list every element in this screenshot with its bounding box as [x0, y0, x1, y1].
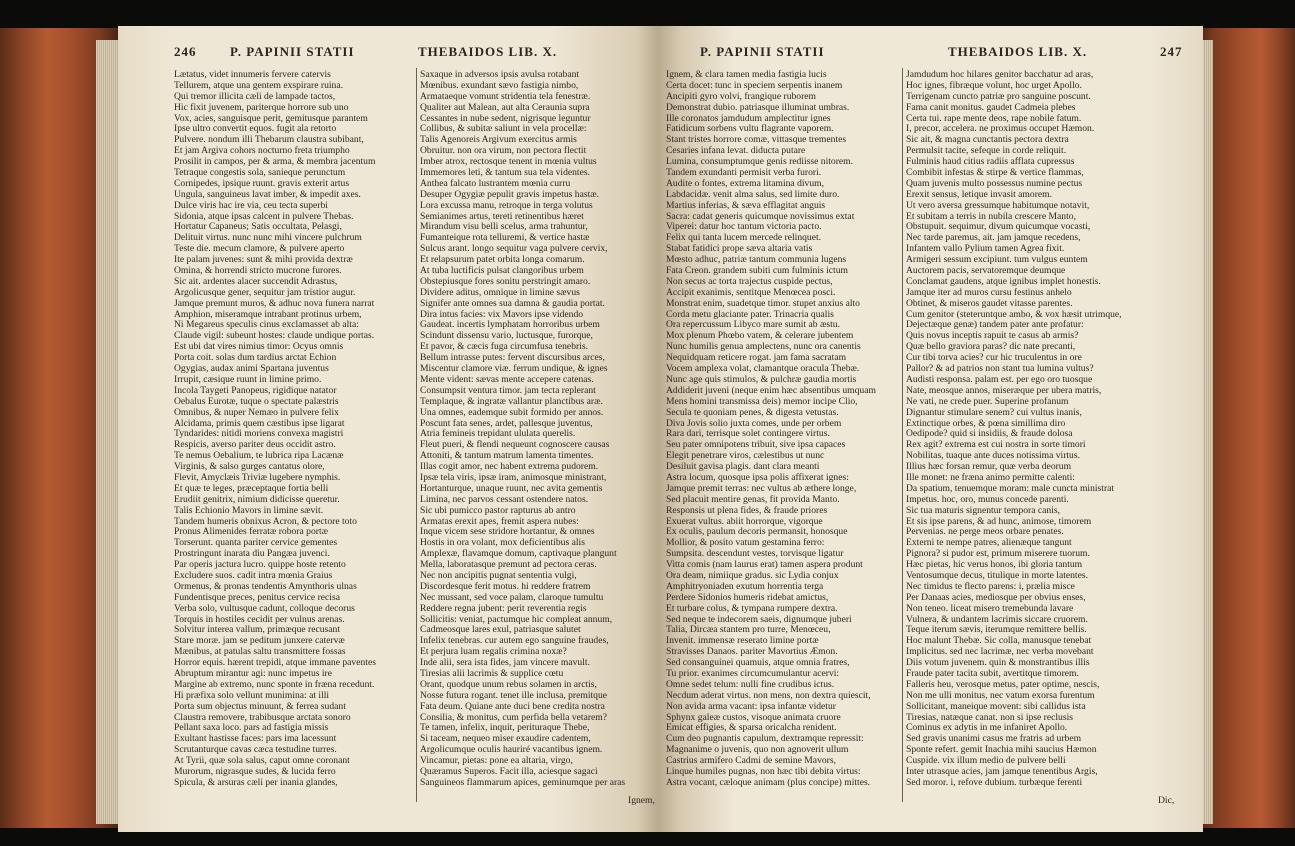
text-line: Collibus, & subitæ saliunt in vela procellæ: [420, 124, 587, 135]
text-line: Viperei: datur hoc tantum victoria pacto. [666, 222, 822, 233]
text-line: Tellurem, atque una gentem exspirare ruina. [174, 80, 344, 91]
text-line: Nobilitas, tuaque ante duces notissima virtus. [906, 451, 1080, 462]
text-line: Cur tibi torva acies? cur hic truculentus in ore [906, 353, 1082, 364]
page-number: 247 [1160, 44, 1183, 59]
text-line: Mœsto adhuc, patriæ tantum communia lugens [666, 255, 847, 266]
text-line: Fundentisque preces, penitus cervice recisa [174, 592, 340, 603]
text-line: Argolicumque oculis hauriré vacantibus ignem. [420, 745, 603, 756]
text-line: Extinctique orbes, & pœna simillima diro [906, 418, 1066, 429]
text-line: Ventosumque decus, titulique in morte latentes. [906, 570, 1088, 581]
text-line: Cominus ex adytis in me infaniret Apollo. [906, 723, 1068, 734]
text-line: Ipse ultro convertit equos. fugit ala retorto [174, 124, 337, 135]
text-line: Cesaries infana levat. diducta putare [666, 146, 806, 157]
text-line: Reddere regna jubent: perit reverentia regis [420, 603, 587, 614]
text-line: Cadmeosque lares exul, patriasque salutet [420, 625, 581, 636]
text-line: Qualiter aut Malean, aut alta Ceraunia supra [420, 102, 590, 113]
text-line: Vocem amplexa volat, clamantque oracula Thebæ. [666, 364, 860, 375]
text-line: Inde alii, sera ista fides, jam vincere mavult. [420, 658, 590, 669]
catchword: Dic, [1158, 795, 1175, 806]
text-line: Hi præfixa solo vellunt munimina: at illi [174, 690, 330, 701]
text-line: Accipit exanimis, sentitque Menœcea posci. [666, 287, 836, 298]
text-line: Addiderit juveni (neque enim hæc absentibus umquam [666, 385, 876, 396]
text-line: Infantem vallo Pylium tamen Agrea fixit. [906, 244, 1065, 255]
text-line: Armataeque vomunt stridentia tela fenestræ. [420, 91, 591, 102]
text-line: Armatas erexit apes, fremit aspera nubes: [420, 516, 579, 527]
text-line: Fata deum. Quiane ante duci bene credita nostra [420, 701, 605, 712]
text-line: Amplexæ, flavamque domum, captivaque plangunt [420, 549, 617, 560]
text-line: Margine ab extremo, nunc sponte in fræna recedunt. [174, 679, 375, 690]
text-line: Delituit virtus. nunc nunc mihi vincere pulchrum [174, 233, 362, 244]
text-line: Secula te quoniam penes, & digesta vetustas. [666, 407, 839, 418]
text-column-2 [906, 70, 1188, 789]
text-line: Nec tarde paremus, ait. jam jamque recedens, [906, 233, 1081, 244]
text-line: Nec non ancipitis pugnat sententia vulgi, [420, 570, 577, 581]
text-line: Linque humiles pugnas, non hæc tibi debita virtus: [666, 767, 861, 777]
text-line: Sed moror. i, refove dubium. turbæque ferenti [906, 777, 1083, 788]
text-line: Magnanime o juvenis, quo non agnoverit ullum [666, 745, 849, 756]
text-line: Labdacidæ. venit alma salus, sed limite duro. [666, 189, 840, 200]
text-line: Semianimes artus, tereti retinentibus hæret [420, 211, 584, 222]
text-line: Desuper Ogygiæ pepulit gravis impetus hastæ. [420, 189, 600, 200]
text-line: Stabat fatidici prope sæva altaria vatis [666, 244, 813, 255]
text-line: Monstrat enim, suadetque timor. stupet anxius alto [666, 298, 860, 309]
text-line: Vox, acies, sanguisque perit, gemitusque parantem [174, 113, 368, 124]
text-line: Amphitryoniaden exutum horrentia terga [666, 581, 824, 592]
text-line: Immemores leti, & tantum sua tela videntes. [420, 168, 590, 179]
text-line: Hoc ignes, fibræque volunt, hoc urget Apollo. [906, 80, 1082, 91]
text-line: Felix qui tanta lucem mercede relinquet. [666, 233, 822, 244]
text-line: Nosse futura rogant. tenet ille inclusa, premitque [420, 690, 608, 701]
text-line: Dividere aditus, omnique in limine sævus [420, 287, 580, 298]
text-line: Verba solo, vultusque cadunt, colloque decorus [174, 603, 355, 614]
text-line: Rara dari, terrisque solet contingere virtus. [666, 429, 830, 440]
text-line: Attoniti, & tantum matrum lamenta timentes. [420, 451, 594, 462]
text-line: Ora repercussum Libyco mare sumit ab æstu. [666, 320, 840, 331]
text-line: Infelix tenebras. cur autem ego sanguine fraudes, [420, 636, 609, 647]
text-line: Ora deam, nimiique gradus. sic Lydia conjux [666, 570, 839, 581]
text-line: Prosilit in campos, per & arma, & membra jacentum [174, 157, 376, 168]
text-line: Templaque, & ingratæ vallantur planctibus aræ. [420, 396, 603, 407]
text-line: Solvitur interea vallum, primæque recusant [174, 625, 340, 636]
text-line: Sic ubi pumicco pastor rapturus ab antro [420, 505, 576, 516]
text-line: Illas cogit amor, nec habent extrema pudorem. [420, 462, 599, 473]
text-line: Mens homini transmissa deis) memor incipe Clio, [666, 396, 858, 407]
text-line: Omne sedet telum: nulli fine crudibus ictus. [666, 679, 835, 690]
text-line: Claude vigil: subeunt hostes: claude undique portas. [174, 331, 375, 342]
text-line: Erexit sensus, letique invasit amorem. [906, 189, 1053, 200]
text-line: Et perjura luam regalis crimina noxæ? [420, 647, 567, 658]
text-line: Pronus Alimenides ferratæ robora portæ [174, 527, 329, 538]
text-line: Jamdudum hoc hilares genitor bacchatur ad aras, [906, 70, 1094, 80]
text-line: Ipsæ tela viris, ipsæ iram, animosque ministrant, [420, 472, 607, 483]
text-line: Atria femineis trepidant ululata querelis. [420, 429, 576, 440]
text-line: Oedipode? quid si insidiis, & fraude dolosa [906, 429, 1073, 440]
text-line: Sponte refert. gemit Inachia mihi saucius Hæmon [906, 745, 1097, 756]
text-line: Et sis ipse parens, & ad hunc, animose, timorem [906, 516, 1092, 527]
text-line: Responsis ut plena fides, & fraude priores [666, 505, 828, 516]
text-line: Porta sum objectus minuunt, & ferrea sudant [174, 701, 346, 712]
text-line: Tandem exundanti permisit verba furori. [666, 168, 822, 179]
text-line: Obruitur. non ora virum, non pectora flectit [420, 146, 587, 157]
text-line: Ne vati, ne crede puer. Superine profanum [906, 396, 1069, 407]
text-line: Flevit, Amyclæis Triviæ lugebere nymphis. [174, 472, 341, 483]
text-line: Pulvere. nondum illi Thebarum claustra subibant, [174, 135, 364, 146]
text-line: Virginis, & salso gurges cantatus olore, [174, 462, 325, 473]
text-line: Teque iterum sævis, iterumque remittere bellis. [906, 625, 1087, 636]
running-head-title: THEBAIDOS LIB. X. [948, 44, 1088, 59]
text-line: Implicitus. sed nec lacrimæ, nec verba movebant [906, 647, 1094, 658]
text-line: Rex agit? extrema est cui nostra in sorte timori [906, 440, 1086, 451]
text-line: Diva Jovis solio juxta comes, unde per orbem [666, 418, 842, 429]
text-line: Pignora? si pudor est, primum miserere tuorum. [906, 549, 1090, 560]
text-line: Terrigenam cuncto patriæ pro sanguine poscunt. [906, 91, 1091, 102]
text-line: Fatidicum sorbens vultu flagrante vaporem. [666, 124, 834, 135]
text-line: Inque vicem sese stridore hortantur, & omnes [420, 527, 595, 538]
text-line: Imber atrox, rectosque tenent in mœnia vultus [420, 157, 597, 168]
text-line: Ite palam juvenes: sunt & mihi provida dextræ [174, 255, 353, 266]
text-line: Sollicitis: veniat, pactumque hic compleat annum, [420, 614, 613, 625]
text-line: Erudiit genitrix, nimium didicisse queretur. [174, 494, 340, 505]
text-line: Te nemus Oebalium, te lubrica ripa Lacænæ [174, 451, 344, 462]
text-line: Torserunt. quanta pariter cervice gementes [174, 538, 338, 549]
text-line: Astra vocant, cæloque animam (plus concipe) mittes. [666, 777, 871, 788]
text-line: Et quæ te leges, præceptaque fortia belli [174, 483, 329, 494]
text-line: Inter utrasque acies, jam jamque tenentibus Argis, [906, 767, 1098, 777]
text-line: Et jam Argiva cohors nocturno freta triumpho [174, 146, 350, 157]
text-line: Fumanteique rota telluremi, & vertice hastæ [420, 233, 590, 244]
text-line: Ut vero aversa gressumque habitumque notavit, [906, 200, 1090, 211]
text-line: Seu pater omnipotens tribuit, sive ipsa capaces [666, 440, 846, 451]
text-line: Corda metu glaciante pater. Trinacria qualis [666, 309, 834, 320]
text-line: Non secus ac torta trajectus cuspide pectus, [666, 276, 833, 287]
text-line: At tuba luctificis pulsat clangoribus urbem [420, 266, 584, 277]
text-line: Pervenias. ne perge meos orbare penates. [906, 527, 1064, 538]
text-line: Quæramus Superos. Facit illa, aciesque sagaci [420, 767, 598, 777]
text-line: Poscunt fata senes, ardet, pallesque juventus, [420, 418, 593, 429]
running-head-author: P. PAPINII STATII [700, 44, 825, 59]
text-line: Lætatus, videt innumeris fervere catervis [174, 70, 331, 80]
text-line: Necdum aderat virtus. non mens, non dextra quiescit, [666, 690, 871, 701]
text-line: Mœnibus. exundant sævo fastigia nimbo, [420, 80, 579, 91]
text-line: Castrius armifero Cadmi de semine Mavors, [666, 756, 836, 767]
text-line: Prostringunt inarata diu Pangæa juvenci. [174, 549, 330, 560]
text-line: Discordesque ferit motus. hi reddere fratrem [420, 581, 591, 592]
text-line: Gaudeat. incertis lymphatam horroribus urbem [420, 320, 600, 331]
text-line: Conclamat gaudens, atque ignibus implet honestis. [906, 276, 1101, 287]
text-line: Vincamur, pietas: pone ea altaria, virgo, [420, 756, 573, 767]
text-line: Exultant hastisse faces: pars ima lacessunt [174, 734, 337, 745]
text-line: Stant tristes horrore comæ, vittasque trementes [666, 135, 847, 146]
text-line: Talis Agenoreis Argivum exercitus armis [420, 135, 577, 146]
text-line: Sulcus arant. longo sequitur vaga pulvere cervix, [420, 244, 608, 255]
text-line: Fata Creon. grandem subiti cum fulminis ictum [666, 266, 848, 277]
text-line: Ungula, sanguineus lavat imber, & impedit axes. [174, 189, 361, 200]
running-head-author: P. PAPINII STATII [230, 44, 355, 59]
text-line: Dulce viris hac ire via, ceu tecta superbi [174, 200, 328, 211]
text-line: Talia, Dircæa stantem pro turre, Menœceu, [666, 625, 831, 636]
text-column-1 [174, 70, 412, 789]
text-line: Lumina, consumptumque genis rediisse nitorem. [666, 157, 854, 168]
text-line: Elegit penetrare viros, cælestibus ut nunc [666, 451, 825, 462]
text-line: Ancipiti gyro volvi, frangique ruborem [666, 91, 817, 102]
text-line: Limina, nec parvos cessant ostendere natos. [420, 494, 589, 505]
text-line: Scrutanturque cavas cæca testudine turres. [174, 745, 337, 756]
text-line: Ormenus, & pronas tendentis Amynthoris ulnas [174, 581, 357, 592]
text-line: Omina, & horrendi stricto mucrone furores. [174, 266, 342, 277]
catchword: Ignem, [628, 795, 655, 806]
column-rule [902, 68, 903, 802]
text-line: Scindunt dissensu vario, luctusque, furorque, [420, 331, 593, 342]
text-line: Est ubi dat vires nimius timor: Ocyus omnis [174, 342, 344, 353]
text-line: Non me ulli monitus, nec vatum exorsa furentum [906, 690, 1095, 701]
text-line: Incola Taygeti Panopeus, rigidique natator [174, 385, 337, 396]
text-line: Claustra removere, trabibusque arctata sonoro [174, 712, 351, 723]
text-line: Sed consanguinei quamuis, atque omnia fratres, [666, 658, 850, 669]
column-rule [416, 68, 417, 802]
text-line: Sed placuit mentire genas, fit provida Manto. [666, 494, 840, 505]
text-line: Sic ait, & magna cunctantis pectora dextra [906, 135, 1069, 146]
book-fore-edge-right [1199, 28, 1295, 828]
text-line: Anthea falcato lustrantem mœnia curru [420, 178, 571, 189]
text-line: Quæ bello graviora paras? dic nate precanti, [906, 342, 1076, 353]
text-line: Non avida arma vacant: ipsa infantæ videtur [666, 701, 836, 712]
text-line: Cum deo pugnantis capulum, dextramque repressit: [666, 734, 864, 745]
text-line: Externi te nempe patres, alienæque tangunt [906, 538, 1072, 549]
text-line: Mollior, & posito vatum gestamina ferro: [666, 538, 825, 549]
right-page [658, 26, 1203, 832]
text-line: Respicis, averso pariter deus occidit astro. [174, 440, 336, 451]
text-line: Te tamen, infelix, inquit, perituraque Thebe, [420, 723, 590, 734]
text-line: Torquis in hostiles cecidit per vulnus arenas. [174, 614, 345, 625]
text-line: Jamque premit terras: nec vultus ab æthere longe, [666, 483, 857, 494]
text-line: Armigeri sessum excipiunt. tum vulgus euntem [906, 255, 1088, 266]
text-line: Pellant saxa loco. pars ad fastigia missis [174, 723, 329, 734]
text-line: Auctorem pacis, servatoremque deumque [906, 266, 1066, 277]
text-line: Obtinet, & miseros gaudet vitasse parentes. [906, 298, 1073, 309]
text-line: Et turbare colus, & tympana rumpere dextra. [666, 603, 838, 614]
text-line: Mella, laboratasque premunt ad pectora ceras. [420, 560, 597, 571]
text-line: Ille monet: ne fræna animo permitte calenti: [906, 472, 1075, 483]
text-line: Ex oculis, paulum decoris permansit, honosque [666, 527, 848, 538]
text-column-1 [666, 70, 900, 789]
text-line: Sacra: cadat generis quicumque novissimus extat [666, 211, 855, 222]
text-line: Amphion, miseramque intrabant protinus urbem, [174, 309, 362, 320]
text-line: Certa tui. rape mente deos, rape nobile fatum. [906, 113, 1082, 124]
text-line: Demonstrat dubio. patriasque illuminat umbras. [666, 102, 850, 113]
text-line: Vulnera, & undantem lacrimis siccare cruorem. [906, 614, 1088, 625]
text-line: Lora excussa manu, retroque in terga volutus [420, 200, 593, 211]
text-line: Porta coit. solas dum tardius arctat Echion [174, 353, 337, 364]
text-line: Fleut pueri, & flendi nequeunt cognoscere causas [420, 440, 610, 451]
text-line: Cessantes in nube sedent, nigrisque leguntur [420, 113, 591, 124]
text-line: Excludere suos. cadit intra mœnia Graius [174, 570, 333, 581]
text-line: Orant, quodque unum rebus solamen in arctis, [420, 679, 597, 690]
text-line: Combibit infestas & stirpe & vertice flammas, [906, 168, 1084, 179]
text-line: Nunc humilis genua amplectens, nunc ora canentis [666, 342, 861, 353]
text-line: Stravisses Danaos. pariter Mavortius Æmon. [666, 647, 838, 658]
text-line: Nunc age quis stimulos, & pulchræ gaudia mortis [666, 374, 857, 385]
text-line: Jamque premunt muros, & adhuc nova funera narrat [174, 298, 375, 309]
text-line: Illius hæc forsan remur, quæ verba deorum [906, 462, 1072, 473]
text-line: Per Danaas acies, mediosque per obvius enses, [906, 592, 1086, 603]
text-line: Oebalus Eurotæ, tuque o spectate palæstris [174, 396, 339, 407]
text-line: Hortatur Capaneus; Satis occultata, Pelasgi, [174, 222, 342, 233]
text-line: Obstupuit. sequimur, divum quicumque vocasti, [906, 222, 1091, 233]
text-line: Dira intus facies: vix Mavors ipse videndo [420, 309, 584, 320]
text-line: Tiresias alii lacrimis & supplice cœtu [420, 668, 564, 679]
text-line: Irrupit, cæsique ruunt in limine primo. [174, 374, 322, 385]
text-column-2 [420, 70, 658, 789]
text-line: Certa docet: tunc in speciem serpentis inanem [666, 80, 843, 91]
text-line: Argolicusque gener, sequitur jam tristior augur. [174, 287, 356, 298]
text-line: Nequidquam reticere rogat. jam fama sacratam [666, 353, 847, 364]
text-line: Nec timidus te flecto parens: i, prælia misce [906, 581, 1075, 592]
text-line: Obstepiusque fores sonitu perstringit amaro. [420, 276, 591, 287]
text-line: Omnibus, & nuper Nemæo in pulvere felix [174, 407, 339, 418]
text-line: Tandem humeris obnixus Acron, & pectore toto [174, 516, 357, 527]
text-line: Abruptum mirantur agi: nunc impetus ire [174, 668, 332, 679]
text-line: Talis Echionio Mavors in limine sævit. [174, 505, 324, 516]
text-line: Teste die. mecum clamore, & pulvere aperto [174, 244, 345, 255]
text-line: Saxaque in adversos ipsis avulsa rotabant [420, 70, 580, 80]
text-line: Dignantur stimulare senem? cui vultus inanis, [906, 407, 1082, 418]
text-line: Mente vident: sævas mente accepere catenas. [420, 374, 594, 385]
text-line: Mox plenum Phœbo vatem, & celerare jubentem [666, 331, 854, 342]
text-line: Impetus. hoc, oro, munus concede parenti. [906, 494, 1069, 505]
text-line: Sollicitant, maneique movent: sibi callidus ista [906, 701, 1086, 712]
text-line: Permulsit tacite, sefeque in corde reliquit. [906, 146, 1067, 157]
text-line: Vitta comis (nam laurus erat) tamen aspera produnt [666, 560, 863, 571]
text-line: Et subitam a terris in nubila crescere Manto, [906, 211, 1076, 222]
text-line: Astra locum, quosque ipsa polis affixerat ignes: [666, 472, 849, 483]
text-line: Mænibus, at patulas saltu transmittere fossas [174, 647, 346, 658]
text-line: Sic ait. ardentes alacer succendit Adrastus, [174, 276, 338, 287]
text-line: Hæc pietas, hic verus honos, ibi gloria tantum [906, 560, 1083, 571]
text-line: Emicat effigies, & sparsa oricalcha renident. [666, 723, 837, 734]
text-line: Una omnes, eademque subit formido per annos. [420, 407, 604, 418]
text-line: I, precor, accelera. ne proximus occupet Hæmon. [906, 124, 1095, 135]
text-line: Sed gravis unanimi casus me fratris ad urbem [906, 734, 1082, 745]
text-line: Invenit. immensæ reserato limine portæ [666, 636, 819, 647]
text-line: Audite o fontes, extrema litamina divum, [666, 178, 824, 189]
text-line: Cum genitor (steteruntque ambo, & vox hæsit utrimque, [906, 309, 1122, 320]
text-line: Ille coronatos jamdudum amplectitur ignes [666, 113, 831, 124]
text-line: Sumpsita. descendunt vestes, torvisque ligatur [666, 549, 844, 560]
text-line: Si taceam, nequeo miser exaudire cadentem, [420, 734, 591, 745]
text-line: Consilia, & monitus, cum perfida bella vetarem? [420, 712, 608, 723]
text-line: Falleris heu, verosque metus, pater optime, nescis, [906, 679, 1100, 690]
text-line: Stare moræ. jam se peditum junxere catervæ [174, 636, 345, 647]
text-line: Ogygias, audax animi Spartana juventus [174, 364, 329, 375]
text-line: Cuspide. vix illum medio de pulvere belli [906, 756, 1066, 767]
text-line: Jamque iter ad muros cursu festinus anhelo [906, 287, 1072, 298]
text-line: Ni Megareus speculis cinus exclamasset ab alta: [174, 320, 359, 331]
text-line: Da spatium, tenuemque moram: male cuncta ministrat [906, 483, 1115, 494]
text-line: Non teneo. liceat misero tremebunda lavare [906, 603, 1074, 614]
text-line: Sed neque te indecorem saeis, dignumque juberi [666, 614, 852, 625]
text-line: Sidonia, atque ipsas calcent in pulvere Thebas. [174, 211, 354, 222]
text-line: Tyndarides: nitidi moriens convexa magistri [174, 429, 344, 440]
text-line: Et relapsurum patet orbita longa comarum. [420, 255, 585, 266]
text-line: Sanguineos flammarum apices, geminumque per aras [420, 777, 626, 788]
text-line: Exuerat vultus. abiit horrorque, vigorque [666, 516, 823, 527]
left-page [118, 26, 658, 832]
text-line: Quam juvenis multo possessus numine pectus [906, 178, 1083, 189]
text-line: Hic fixit juvenem, pariterque horrore sub uno [174, 102, 349, 113]
text-line: Alcidama, primis quem cæstibus ipse ligarat [174, 418, 345, 429]
text-line: Quis novus inceptis rapuit te casus ab armis? [906, 331, 1079, 342]
text-line: Par operis jactura lucro. quippe hoste retento [174, 560, 346, 571]
text-line: Consumpsit ventura timor. jam tecta replerant [420, 385, 596, 396]
text-line: Qui tremor illicita cæli de lampade tactos, [174, 91, 336, 102]
text-line: Sic tua maturis signentur tempora canis, [906, 505, 1060, 516]
text-line: Martius inferias, & sæva efflagitat anguis [666, 200, 826, 211]
text-line: Ignem, & clara tamen media fastigia lucis [666, 70, 827, 80]
text-line: Tiresias, natæque canat. non si ipse reclusis [906, 712, 1073, 723]
text-line: Et pavor, & cæcis fuga circumfusa tenebris. [420, 342, 588, 353]
text-line: Perdere Sidonios humeris ridebat amictus, [666, 592, 829, 603]
text-line: Tu prior. exanimes circumcumulantur acervi: [666, 668, 840, 679]
text-line: Diis votum juvenem. quin & monstrantibus illis [906, 658, 1090, 669]
text-line: Nec mussant, sed voce palam, claroque tumultu [420, 592, 604, 603]
text-line: Sphynx galeæ custos, visoque animata cruore [666, 712, 841, 723]
text-line: Fama canit monitus. gaudet Cadmeia plebes [906, 102, 1076, 113]
page-number: 246 [174, 44, 197, 59]
text-line: Audisti responsa. palam est. per ego oro tuosque [906, 374, 1093, 385]
text-line: Tetraque congestis sola, sanieque perunctum [174, 168, 346, 179]
text-line: Nate, meosque annos, miseræque per ubera matris, [906, 385, 1102, 396]
text-line: Miscentur clamore viæ. ferrum undique, & ignes [420, 364, 608, 375]
text-line: Hoc malunt Thebæ. Sic colla, manusque tenebat [906, 636, 1092, 647]
text-line: At Tyrii, quæ sola salus, caput omne coronant [174, 756, 350, 767]
text-line: Mirandum visu belli scelus, arma trahuntur, [420, 222, 588, 233]
text-line: Cornipedes, ipsique ruunt. gravis exterit artus [174, 178, 350, 189]
text-line: Hortanturque, unaque ruunt, nec avita gementis [420, 483, 603, 494]
text-line: Signifer ante omnes sua damna & gaudia portat. [420, 298, 605, 309]
text-line: Fulminis haud citius radiis afflata cupressus [906, 157, 1075, 168]
text-line: Hostis in ora volant, mox deficientibus alis [420, 538, 585, 549]
text-line: Pallor? & ad patrios non stant tua lumina vultus? [906, 364, 1094, 375]
text-line: Dejectæque genæ) tandem pater ante profatur: [906, 320, 1084, 331]
text-line: Spicula, & arsuras cæli per inania glandes, [174, 777, 338, 788]
text-line: Murorum, nigrasque sudes, & lucida ferro [174, 767, 336, 777]
text-line: Horror equis. hærent trepidi, atque immane paventes [174, 658, 376, 669]
running-head-title: THEBAIDOS LIB. X. [418, 44, 558, 59]
text-line: Desiluit gavisa plagis. dant clara meanti [666, 462, 820, 473]
text-line: Bellum intrasse putes: fervent discursibus arces, [420, 353, 605, 364]
text-line: Fraude pater tacita subit, avertitque timorem. [906, 668, 1079, 679]
